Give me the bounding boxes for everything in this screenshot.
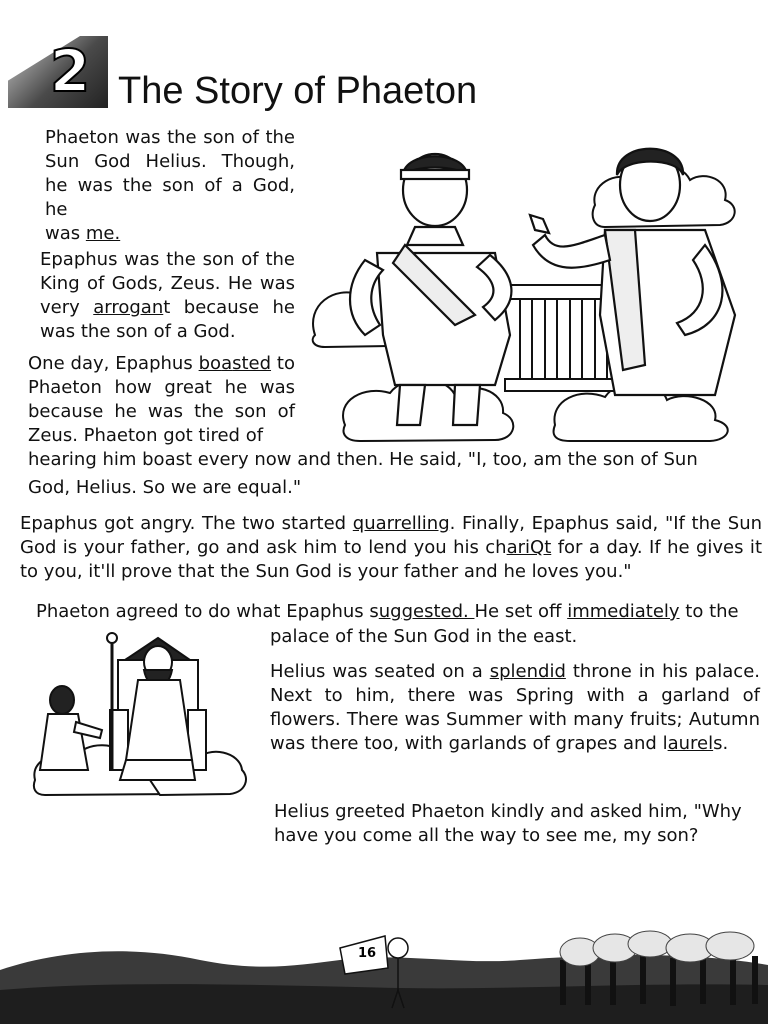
paragraph-2 xyxy=(40,248,295,344)
paragraph-4-text: Epaphus got angry. The two started xyxy=(20,513,353,534)
paragraph-5-text: Phaeton agreed to do what Epaphus s xyxy=(36,601,379,622)
paragraph-1-text: Phaeton was the son of the Sun God Helius. Though, he was the son of a God, he xyxy=(45,127,295,220)
paragraph-3-line: God, Helius. So we are equal." xyxy=(28,477,302,498)
paragraph-5 xyxy=(36,600,762,624)
underlined-word: uggested. xyxy=(378,601,475,622)
paragraph-2-tail: t because he was the son of a God. xyxy=(40,297,295,342)
paragraph-6-tail: s. xyxy=(713,733,729,754)
page-title: The Story of Phaeton xyxy=(118,70,478,112)
paragraph-1 xyxy=(45,126,295,246)
paragraph-5-text: to the xyxy=(679,601,739,622)
paragraph-4-text: . Finally, Epaphus said, "If the Sun God is your father, go and ask him to lend you his ch xyxy=(20,513,763,558)
paragraph-4 xyxy=(20,512,762,584)
underlined-word: aurel xyxy=(667,733,714,754)
underlined-word: ariQt xyxy=(506,537,552,558)
paragraph-5-text: He set off xyxy=(474,601,568,622)
paragraph-1-tail: was xyxy=(45,223,86,244)
paragraph-3-line: hearing him boast every now and then. He said, "I, too, am the son of Sun xyxy=(28,449,698,470)
underlined-word: immediately xyxy=(567,601,680,622)
underlined-word: splendid xyxy=(489,661,566,682)
paragraph-4-tail: for a day. If he gives it to you, it'll prove that the Sun God is your father and he loves you." xyxy=(20,537,762,582)
underlined-word: bo xyxy=(198,353,222,374)
underlined-word: arrogan xyxy=(93,297,164,318)
paragraph-6-text: Helius was seated on a xyxy=(270,661,490,682)
paragraph-3-text: One day, Epaphus xyxy=(28,353,199,374)
paragraph-6-text: throne in his palace. Next to him, there was Spring with a garland of flowers. There was Summer with many fruits; Autumn was there too, with garlands of grapes and xyxy=(270,661,760,754)
paragraph-5-line: palace of the Sun God in the east. xyxy=(270,626,578,647)
paragraph-6 xyxy=(270,660,760,756)
paragraph-3 xyxy=(28,352,295,448)
underlined-word: quarrelling xyxy=(352,513,450,534)
underlined-word: me. xyxy=(85,223,121,244)
underlined-word: sted xyxy=(232,353,272,374)
phaeton-epaphus-illustration xyxy=(305,135,750,445)
page-number: 16 xyxy=(357,946,377,961)
paragraph-3-tail: to Phaeton how great he was because he was the son of Zeus. Phaeton got tired of xyxy=(28,353,295,446)
underlined-word: a xyxy=(221,353,233,374)
paragraph-6-text: l xyxy=(662,733,668,754)
helius-throne-illustration xyxy=(30,630,250,800)
paragraph-7-text: Helius greeted Phaeton kindly and asked him, "Why have you come all the way to see me, my son? xyxy=(274,801,742,846)
paragraph-2-text: Epaphus was the son of the King of Gods, Zeus. He was very xyxy=(40,249,295,318)
paragraph-7 xyxy=(274,800,762,848)
chapter-number: 2 xyxy=(49,37,91,105)
footer-landscape xyxy=(0,930,768,1024)
